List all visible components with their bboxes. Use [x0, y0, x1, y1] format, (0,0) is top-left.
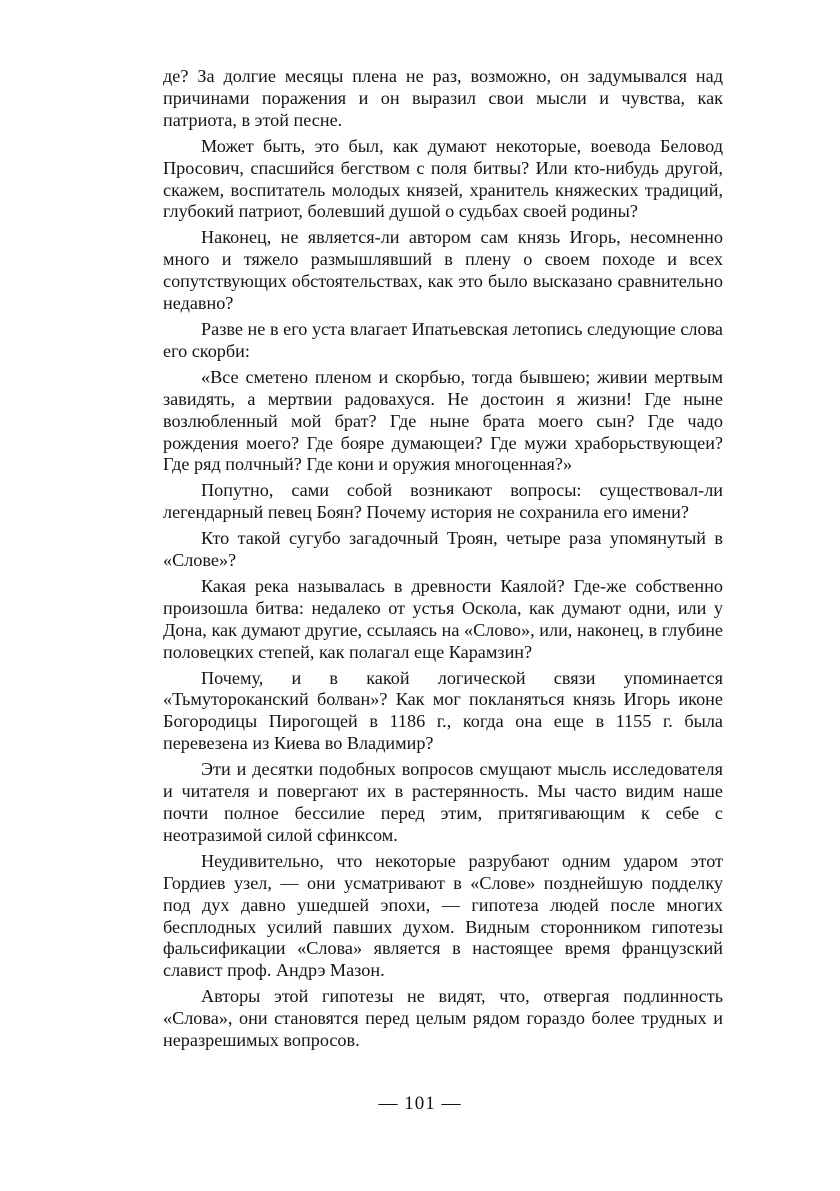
paragraph: Разве не в его уста влагает Ипатьевская летопись следующие слова его скорби:: [163, 318, 723, 361]
paragraph: де? За долгие месяцы плена не раз, возможно, он задумывался над причинами поражения и он выразил свои мысли и чувства, как патриота, в этой песне.: [163, 66, 723, 130]
paragraph: Какая река называлась в древности Каялой? Где-же собственно произошла битва: недалеко от устья Оскола, как думают одни, или у Дона, как думают другие, ссылаясь на «Слово», или, наконец, в глубине половецких степей, как полагал еще Карамзин?: [163, 575, 723, 662]
paragraph: Почему, и в какой логической связи упоминается «Тьмутороканский болван»? Как мог покланяться князь Игорь иконе Богородицы Пирогощей в 1186 г., когда она еще в 1155 г. была перевезена из Киева во Владимир?: [163, 667, 723, 754]
page-number: — 101 —: [378, 1093, 462, 1114]
paragraph: Эти и десятки подобных вопросов смущают мысль исследователя и читателя и повергают их в растерянность. Мы часто видим наше почти полное бессилие перед этим, притягивающим к себе с неотразимой силой сфинксом.: [163, 759, 723, 845]
paragraph: Наконец, не является-ли автором сам князь Игорь, несомненно много и тяжело размышлявший в плену о своем походе и всех сопутствующих обстоятельствах, как это было высказано сравнительно недавно?: [163, 227, 723, 314]
paragraph: Неудивительно, что некоторые разрубают одним ударом этот Гордиев узел, — они усматривают в «Слове» позднейшую подделку под дух давно ушедшей эпохи, — гипотеза людей после многих бесплодных усилий павших духом. Видным сторонником гипотезы фальсификации «Слова» является в настоящее время французский славист проф. Андрэ Мазон.: [163, 850, 723, 981]
paragraph: Кто такой сугубо загадочный Троян, четыре раза упомянутый в «Слове»?: [163, 528, 723, 571]
page-body: [163, 66, 723, 1056]
paragraph: Может быть, это был, как думают некоторые, воевода Беловод Просович, спасшийся бегством с поля битвы? Или кто-нибудь другой, скажем, воспитатель молодых князей, хранитель княжеских традиций, глубокий патриот, болевший душой о судьбах своей родины?: [163, 135, 723, 222]
paragraph: Попутно, сами собой возникают вопросы: существовал-ли легендарный певец Боян? Почему история не сохранила его имени?: [163, 480, 723, 523]
quote-paragraph: «Все сметено пленом и скорбью, тогда бывшею; живии мертвым завидять, а мертвии радовахуся. Не достоин я жизни! Где ныне возлюбленный мой брат? Где ныне брата моего сын? Где чадо рождения моего? Где бояре думающеи? Где мужи храборьствующеи? Где ряд полчный? Где кони и оружия многоценная?»: [163, 366, 723, 475]
paragraph: Авторы этой гипотезы не видят, что, отвергая подлинность «Слова», они становятся перед целым рядом гораздо более трудных и неразрешимых вопросов.: [163, 986, 723, 1051]
